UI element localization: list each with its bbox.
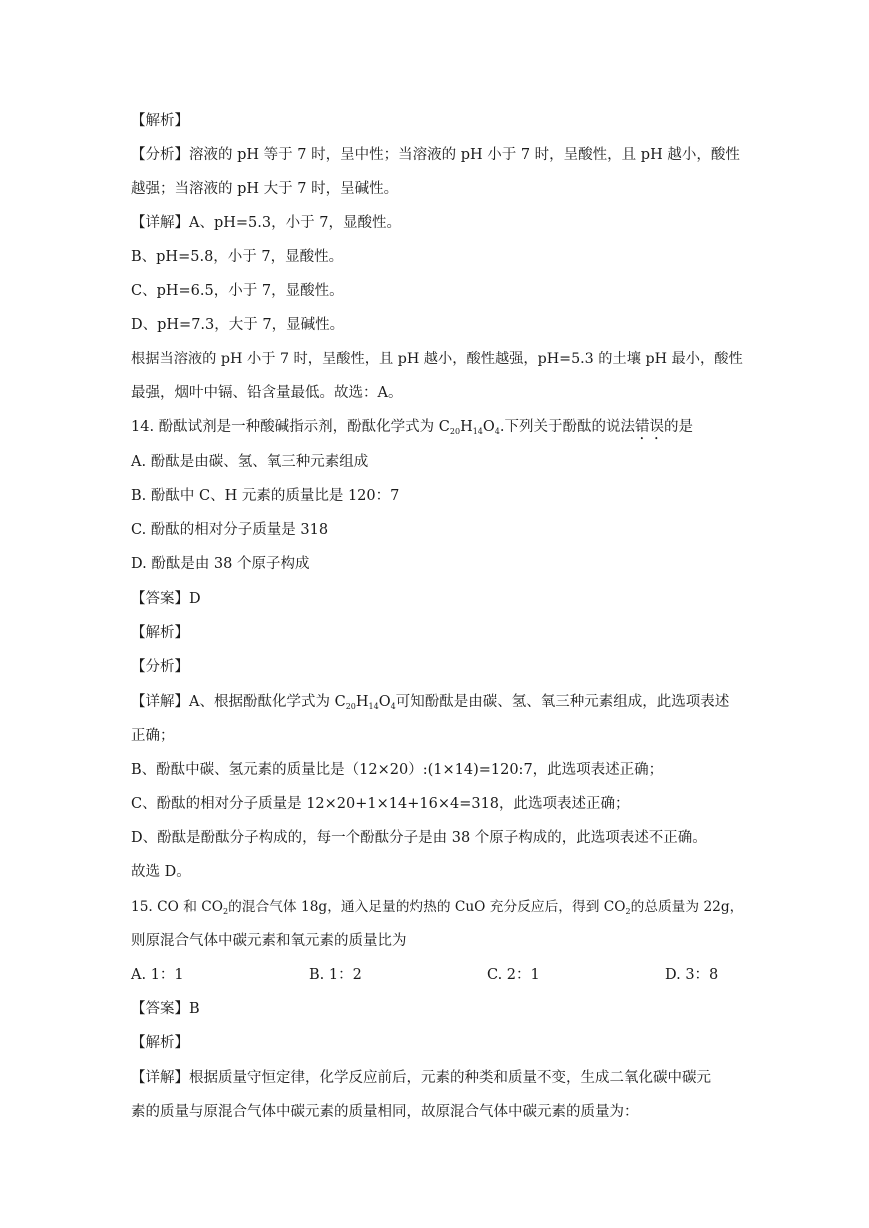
detail-line: 故选 D。 [131,864,191,880]
detail-line: 【详解】根据质量守恒定律，化学反应前后，元素的种类和质量不变，生成二氧化碳中碳元 [131,1070,711,1086]
detail-line: C、pH=6.5，小于 7，显酸性。 [131,283,344,299]
detail-line: D、pH=7.3，大于 7，显碱性。 [131,317,345,333]
detail-line: 【详解】A、pH=5.3，小于 7，显酸性。 [131,215,401,231]
detail-line: 【详解】A、根据酚酞化学式为 $C_{20}H_{14}O_4$可知酚酞是由碳、氢、氧三种元素组成，此选项表述 [131,694,730,711]
analysis-heading: 【解析】 [131,1035,189,1051]
question-14-option-d: D. 酚酞是由 38 个原子构成 [131,556,310,572]
analysis-heading: 【解析】 [131,113,189,129]
question-15-option-a: A. 1：1 [131,967,184,983]
detail-line: 素的质量与原混合气体中碳元素的质量相同，故原混合气体中碳元素的质量为： [131,1104,639,1120]
analysis-heading: 【分析】 [131,659,189,675]
detail-line: B、pH=5.8，小于 7，显酸性。 [131,249,344,265]
question-15-option-c: C. 2：1 [487,967,540,983]
question-15: 15. CO 和 $CO_2$的混合气体 18g，通入足量的灼热的 CuO 充分反应后，得到 $CO_2$的总质量为 22g， [131,899,744,916]
answer-14: 【答案】D [131,591,201,607]
question-14-option-c: C. 酚酞的相对分子质量是 318 [131,522,329,538]
detail-line: D、酚酞是酚酞分子构成的，每一个酚酞分子是由 38 个原子构成的，此选项表述不正确。 [131,830,707,846]
detail-line: 最强，烟叶中镉、铅含量最低。故选：A。 [131,385,403,401]
analysis-heading: 【解析】 [131,625,189,641]
question-15-option-b: B. 1：2 [309,967,362,983]
detail-line: B、酚酞中碳、氢元素的质量比是（12×20）:(1×14)=120:7，此选项表述正确； [131,762,664,778]
answer-15: 【答案】B [131,1001,200,1017]
question-14-option-b: B. 酚酞中 C、H 元素的质量比是 120：7 [131,488,400,504]
question-15-option-d: D. 3：8 [665,967,719,983]
detail-line: 正确； [131,728,175,744]
detail-line: C、酚酞的相对分子质量是 12×20+1×14+16×4=318，此选项表述正确； [131,796,630,812]
question-14-option-a: A. 酚酞是由碳、氢、氧三种元素组成 [131,454,369,470]
question-15-line: 则原混合气体中碳元素和氧元素的质量比为 [131,933,407,949]
question-14: 14. 酚酞试剂是一种酸碱指示剂，酚酞化学式为 $C_{20}H_{14}O_4$.下列关于酚酞的说法错误的是 [131,419,693,436]
analysis-line: 越强；当溶液的 pH 大于 7 时，呈碱性。 [131,181,399,197]
analysis-line: 【分析】溶液的 pH 等于 7 时，呈中性；当溶液的 pH 小于 7 时，呈酸性，且 pH 越小，酸性 [131,147,740,163]
detail-line: 根据当溶液的 pH 小于 7 时，呈酸性，且 pH 越小，酸性越强，pH=5.3 的土壤 pH 最小，酸性 [131,351,743,367]
